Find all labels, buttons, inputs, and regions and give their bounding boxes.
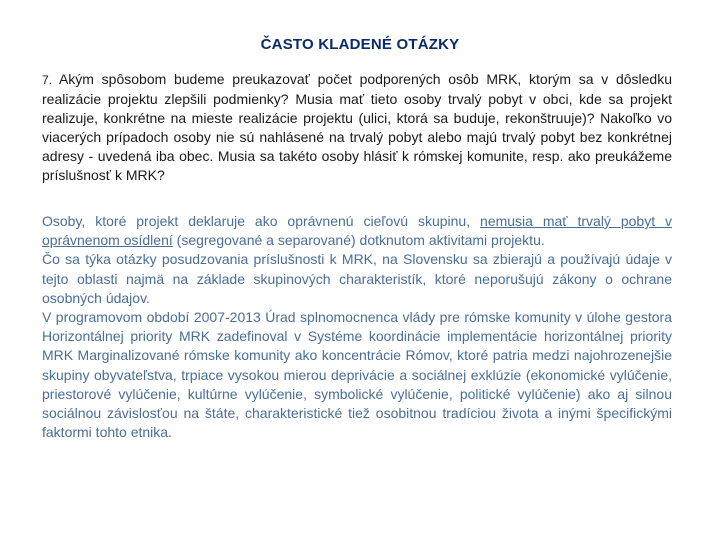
answer-p1-start: Osoby, ktoré projekt deklaruje ako oprávnenú cieľovú skupinu,	[42, 213, 481, 229]
question-text: Akým spôsobom budeme preukazovať počet podporených osôb MRK, ktorým sa v dôsledku realizácie projektu zlepšili podmienky? Musia mať tieto osoby trvalý pobyt v obci, kde sa projekt realizuje, konkrétne na mieste realizácie projektu (ulici, ktorá sa buduje, rekonštruuje)? Nakoľko vo viacerých prípadoch osoby nie sú nahlásené na trvalý pobyt alebo majú trvalý pobyt bez konkrétnej adresy - uvedená iba obec. Musia sa takéto osoby hlásiť k rómskej komunite, resp. ako preukážeme príslušnosť k MRK?	[42, 71, 672, 183]
answer-p1-underlined: nemusia mať trvalý pobyt v oprávnenom osídlení	[42, 213, 673, 249]
answer-paragraph-2: Čo sa týka otázky posudzovania príslušnosti k MRK, na Slovensku sa zbierajú a používajú údaje v tejto oblasti najmä na základe skupinových charakteristík, ktoré neporušujú zákony o ochrane osobných údajov.	[42, 251, 672, 306]
answer-block	[42, 212, 672, 442]
question-paragraph	[42, 70, 672, 185]
answer-paragraph-3: V programovom období 2007-2013 Úrad splnomocnenca vlády pre rómske komunity v úlohe gestora Horizontálnej priority MRK zadefinoval v Systéme koordinácie implementácie horizontálnej priority MRK Marginalizované rómske komunity ako koncentrácie Rómov, ktoré patria medzi najohrozenejšie skupiny obyvateľstva, trpiace vysokou mierou deprivácie a sociálnej exklúzie (ekonomické vylúčenie, priestorové vylúčenie, kultúrne vylúčenie, symbolické vylúčenie, politické vylúčenie) ako aj silnou sociálnou závislosťou na štáte, charakteristické tiež osobitnou tradíciou života a inými špecifickými faktormi tohto etnika.	[42, 309, 672, 441]
answer-paragraph-1	[42, 212, 672, 250]
answer-p1-end: (segregované a separované) dotknutom aktivitami projektu.	[172, 232, 545, 249]
question-number: 7.	[42, 73, 53, 87]
page-title: ČASTO KLADENÉ OTÁZKY	[260, 36, 460, 53]
